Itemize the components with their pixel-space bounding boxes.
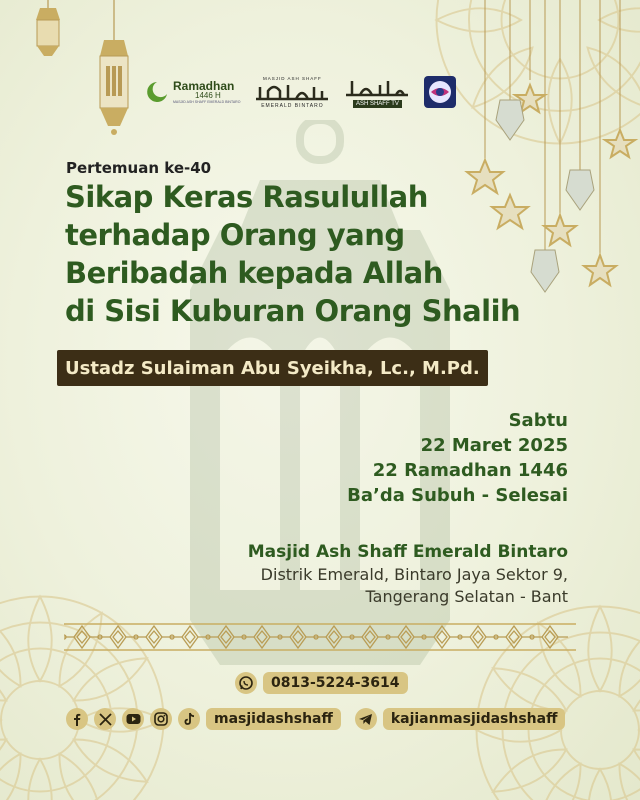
meeting-number: Pertemuan ke-40 [66, 159, 212, 177]
ramadhan-logo-text: Ramadhan [173, 78, 235, 93]
masjid-logo-small: MASJID ASH SHAFF [263, 75, 322, 81]
schedule-date: 22 Maret 2025 [420, 435, 568, 456]
ashshaff-tv-logo [344, 77, 410, 108]
arabic-calligraphy-icon [344, 77, 410, 99]
globe-icon [427, 79, 453, 105]
schedule-hijri: 22 Ramadhan 1446 [372, 460, 568, 481]
kajian-logo [424, 76, 456, 108]
ashshaff-tv-tag: ASH SHAFF TV [353, 100, 402, 108]
ornamental-border [64, 622, 576, 652]
social-handle[interactable]: masjidashshaff [206, 708, 341, 730]
phone-row [235, 672, 408, 694]
x-icon[interactable] [94, 708, 116, 730]
page-title [65, 178, 565, 330]
schedule-block [347, 408, 568, 508]
masjid-logo-tag: EMERALD BINTARO [261, 102, 324, 109]
title-line: terhadap Orang yang [65, 218, 405, 252]
venue-block [248, 540, 568, 608]
logo-row [145, 70, 456, 114]
whatsapp-icon[interactable] [235, 672, 257, 694]
speaker-banner: Ustadz Sulaiman Abu Syeikha, Lc., M.Pd. [57, 350, 488, 386]
schedule-time: Ba’da Subuh - Selesai [347, 485, 568, 506]
crescent-icon [145, 80, 169, 104]
telegram-handle[interactable]: kajianmasjidashshaff [383, 708, 566, 730]
masjid-logo [254, 76, 330, 109]
hanging-lanterns-left [30, 0, 130, 140]
social-row [66, 708, 565, 730]
schedule-day: Sabtu [508, 410, 568, 431]
instagram-icon[interactable] [150, 708, 172, 730]
venue-address-line: Tangerang Selatan - Bant [365, 587, 568, 606]
phone-number[interactable]: 0813-5224-3614 [263, 672, 408, 694]
telegram-icon[interactable] [355, 708, 377, 730]
venue-address-line: Distrik Emerald, Bintaro Jaya Sektor 9, [260, 565, 568, 584]
title-line: Sikap Keras Rasulullah [65, 180, 428, 214]
ramadhan-logo-year: 1446 H [195, 90, 221, 100]
title-line: di Sisi Kuburan Orang Shalih [65, 294, 521, 328]
ramadhan-logo [145, 80, 240, 105]
ramadhan-logo-sub: MASJID ASH SHAFF EMERALD BINTARO [173, 99, 241, 104]
facebook-icon[interactable] [66, 708, 88, 730]
title-line: Beribadah kepada Allah [65, 256, 443, 290]
youtube-icon[interactable] [122, 708, 144, 730]
venue-name: Masjid Ash Shaff Emerald Bintaro [247, 542, 568, 562]
arabic-calligraphy-icon [254, 81, 330, 103]
tiktok-icon[interactable] [178, 708, 200, 730]
